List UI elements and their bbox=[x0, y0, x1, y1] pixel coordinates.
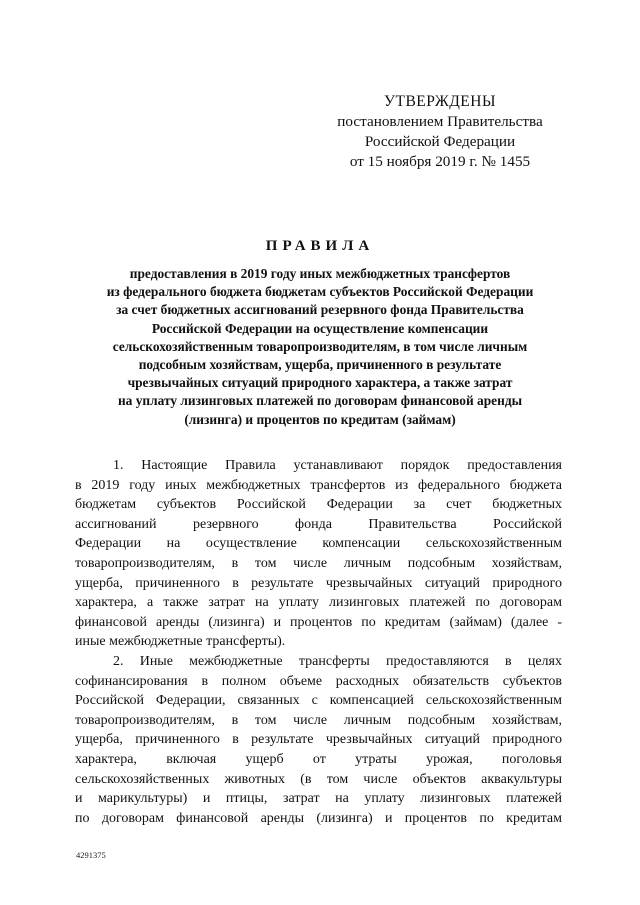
subtitle-line: из федерального бюджета бюджетам субъектов Российской Федерации bbox=[106, 284, 534, 300]
body-line: товаропроизводителям, в том числе личным подсобным хозяйствам, bbox=[75, 712, 562, 728]
subtitle-line: Российской Федерации на осуществление компенсации bbox=[151, 320, 489, 336]
approval-block bbox=[330, 92, 550, 172]
body-line: софинансирования в полном объеме расходных обязательств субъектов bbox=[75, 673, 562, 689]
body-line: ущерба, причиненного в результате чрезвычайных ситуаций природного bbox=[75, 732, 562, 748]
body-line: ассигнований резервного фонда Правительства Российской bbox=[75, 516, 562, 532]
subtitle-line: сельскохозяйственным товаропроизводителям, в том числе личным bbox=[112, 338, 528, 354]
approval-line-3: от 15 ноября 2019 г. № 1455 bbox=[349, 153, 531, 170]
body-line: 2. Иные межбюджетные трансферты предоставляются в целях bbox=[113, 653, 562, 669]
body-line: характера, а также затрат на уплату лизинговых платежей по договорам bbox=[75, 595, 562, 611]
paragraph-2 bbox=[75, 652, 562, 828]
body-line: сельскохозяйственных животных (в том числе объектов аквакультуры bbox=[75, 771, 562, 787]
subtitle-line: подсобным хозяйствам, ущерба, причиненного в результате bbox=[138, 357, 502, 373]
body-line: в 2019 году иных межбюджетных трансфертов из федерального бюджета bbox=[75, 477, 562, 493]
body-line: и марикультуры) и птицы, затрат на уплату лизинговых платежей bbox=[75, 791, 562, 807]
body-line: Федерации на осуществление компенсации сельскохозяйственным bbox=[75, 536, 562, 552]
document-body bbox=[75, 456, 562, 828]
body-line: Российской Федерации, связанных с компенсацией сельскохозяйственным bbox=[75, 693, 562, 709]
body-line: по договорам финансовой аренды (лизинга) и процентов по кредитам bbox=[75, 810, 562, 826]
approval-line-1: постановлением Правительства bbox=[337, 113, 543, 130]
document-subtitle bbox=[70, 265, 570, 429]
body-line: ущерба, причиненного в результате чрезвычайных ситуаций природного bbox=[75, 575, 562, 591]
body-line: финансовой аренды (лизинга) и процентов по кредитам (займам) (далее - bbox=[75, 614, 562, 630]
body-line: 1. Настоящие Правила устанавливают порядок предоставления bbox=[113, 458, 562, 473]
approval-line-2: Российской Федерации bbox=[364, 133, 516, 150]
document-id-number: 4291375 bbox=[76, 850, 106, 860]
document-title: ПРАВИЛА bbox=[265, 238, 375, 254]
body-line: характера, включая ущерб от утраты урожая, поголовья bbox=[75, 751, 562, 767]
approval-heading: УТВЕРЖДЕНЫ bbox=[384, 93, 496, 110]
subtitle-line: (лизинга) и процентов по кредитам (займам) bbox=[184, 411, 456, 427]
subtitle-line: предоставления в 2019 году иных межбюджетных трансфертов bbox=[129, 266, 511, 281]
body-line: товаропроизводителям, в том числе личным подсобным хозяйствам, bbox=[75, 555, 562, 571]
body-line: бюджетам субъектов Российской Федерации за счет бюджетных bbox=[75, 497, 562, 513]
subtitle-line: чрезвычайных ситуаций природного характера, а также затрат bbox=[127, 375, 513, 391]
paragraph-1 bbox=[75, 456, 562, 652]
subtitle-line: за счет бюджетных ассигнований резервного фонда Правительства bbox=[116, 302, 524, 318]
body-line: иные межбюджетные трансферты). bbox=[75, 634, 286, 650]
subtitle-line: на уплату лизинговых платежей по договорам финансовой аренды bbox=[117, 393, 523, 409]
